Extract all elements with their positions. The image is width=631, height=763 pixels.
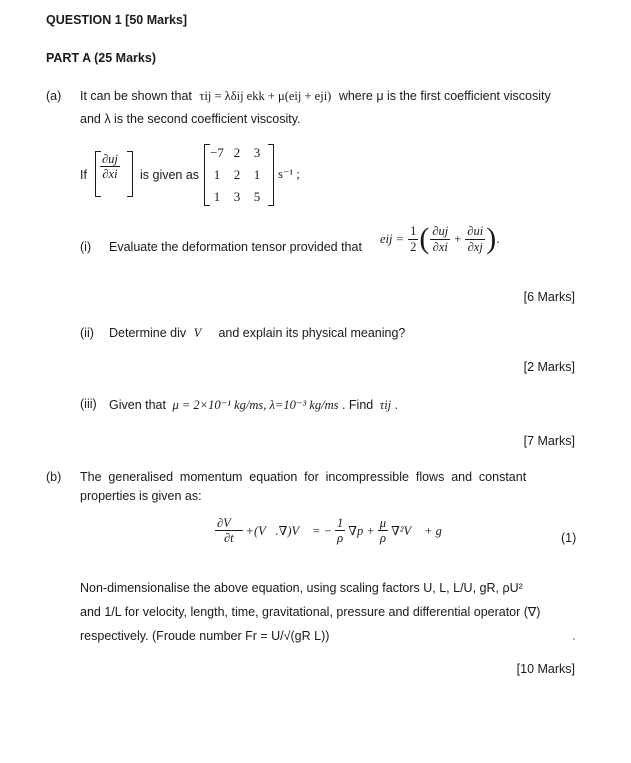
find-text: . Find <box>341 398 374 412</box>
div-text-after: and explain its physical meaning? <box>218 326 406 340</box>
matrix-cell: 2 <box>233 167 241 182</box>
if-label: If <box>80 168 87 182</box>
matrix-cell: 1 <box>253 167 261 182</box>
given-as: is given as <box>140 168 200 182</box>
div-text-before: Determine div <box>109 326 187 340</box>
given-values: μ = 2×10⁻¹ kg/ms, λ=10⁻³ kg/ms <box>172 398 339 412</box>
sub-i-text: Evaluate the deformation tensor provided that <box>109 240 362 254</box>
half-num: 1 <box>410 224 417 239</box>
part-a-intro <box>80 89 551 104</box>
intro-after: where μ is the first coefficient viscosity <box>338 89 551 103</box>
part-b-paragraph <box>80 579 540 646</box>
eq-rho2: ρ <box>379 531 386 546</box>
matrix-cell: 3 <box>233 189 241 204</box>
sub-ii-marks: [2 Marks] <box>523 360 575 374</box>
eq-end: . <box>496 232 500 246</box>
eq-one: 1 <box>337 516 344 530</box>
eq-viscous: ∇²V⃗ + g <box>391 523 442 538</box>
matrix-cell: −7 <box>210 145 224 160</box>
term1-num: ∂uj <box>432 224 449 239</box>
eq-mu: μ <box>379 516 387 530</box>
part-a-label: (a) <box>46 89 62 103</box>
sub-i-equation: eij = $\frac{1}{2}$ ( $\frac{\partial uj}{\partial xi}$ + $\frac{\partial ui}{\partial xj}$ ) . <box>380 222 500 255</box>
velocity-gradient-matrix <box>207 145 267 205</box>
part-a-intro-line2: and λ is the second coefficient viscosity. <box>80 112 301 126</box>
equation-number: (1) <box>561 531 577 545</box>
part-b-line2: properties is given as: <box>80 489 202 503</box>
eq-dv-den: ∂t <box>223 531 234 546</box>
eij-lhs: eij = <box>380 231 405 246</box>
matrix-cell: 1 <box>213 167 221 182</box>
para-line1: Non-dimensionalise the above equation, using scaling factors U, L, L/U, gR, ρU² <box>80 581 523 595</box>
sub-iii-text <box>109 397 398 413</box>
question-title: QUESTION 1 [50 Marks] <box>46 13 188 27</box>
part-b-label: (b) <box>46 470 62 484</box>
half-den: 2 <box>410 239 417 254</box>
given-text: Given that <box>109 398 166 412</box>
matrix-cell: 2 <box>233 145 241 160</box>
part-a-title: PART A (25 Marks) <box>46 51 156 65</box>
sub-iii-label: (iii) <box>80 397 97 411</box>
scan-speck <box>573 638 575 640</box>
part-b-line1: The generalised momentum equation for incompressible flows and constant <box>80 470 527 484</box>
sub-ii-label: (ii) <box>80 326 94 340</box>
matrix-cell: 1 <box>213 189 221 204</box>
matrix-cell: 5 <box>253 189 261 204</box>
matrix-cell: 3 <box>253 145 261 160</box>
intro-equation: τij = λδij ekk + μ(eij + eji) <box>199 89 332 103</box>
matrix-units: s⁻¹ ; <box>278 167 300 181</box>
find-end: . <box>394 398 399 412</box>
part-b-marks: [10 Marks] <box>516 662 575 676</box>
eq-convective: +(V⃗.∇)V⃗ = − <box>245 523 332 538</box>
momentum-equation <box>214 516 442 546</box>
velocity-vector: V⃗ <box>193 326 211 340</box>
term2-num: ∂ui <box>467 224 484 239</box>
gradient-num: ∂uj <box>102 152 118 166</box>
find-tau: τij <box>379 398 392 412</box>
plus-sign: + <box>454 231 462 246</box>
gradient-den: ∂xi <box>102 167 118 182</box>
intro-before: It can be shown that <box>80 89 192 103</box>
para-line3: respectively. (Froude number Fr = U/√(gR L)) <box>80 629 330 643</box>
term1-den: ∂xi <box>432 239 448 254</box>
eq-dv-num: ∂V⃗ <box>217 516 241 530</box>
eq-gradp: ∇p + <box>348 523 375 538</box>
sub-i-label: (i) <box>80 240 92 254</box>
para-line2: and 1/L for velocity, length, time, gravitational, pressure and differential operator (∇) <box>80 605 541 619</box>
eq-rho1: ρ <box>337 531 344 546</box>
sub-ii-text <box>109 326 405 341</box>
term2-den: ∂xj <box>467 239 483 254</box>
sub-iii-marks: [7 Marks] <box>523 434 575 448</box>
gradient-fraction <box>99 152 121 182</box>
sub-i-marks: [6 Marks] <box>523 290 575 304</box>
